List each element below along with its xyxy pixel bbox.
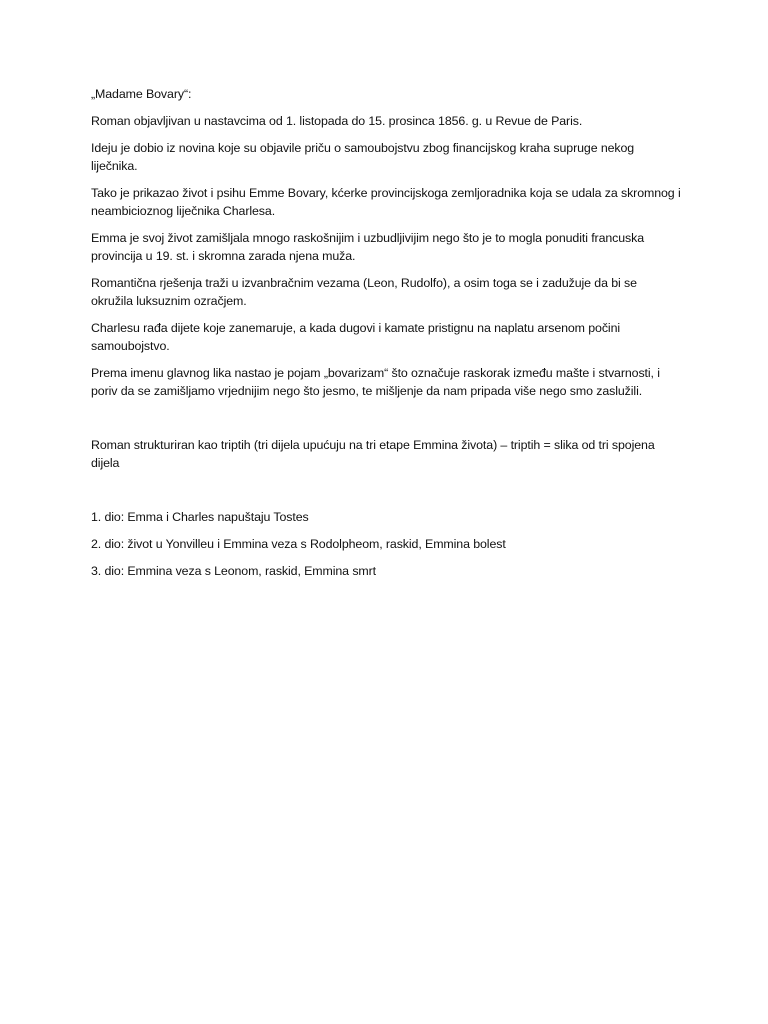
paragraph-imagination: Emma je svoj život zamišljala mnogo raskošnijim i uzbudljivijim nego što je to mogla ponuditi francuska provincija u 19. st. i skromna zarada njena muža. xyxy=(91,231,645,263)
paragraph-romance: Romantična rješenja traži u izvanbračnim vezama (Leon, Rudolfo), a osim toga se i zadužuje da bi se okružila luksuznim ozračjem. xyxy=(91,276,637,308)
document-page xyxy=(91,85,681,589)
list-item: 2. dio: život u Yonvilleu i Emmina veza s Rodolpheom, raskid, Emmina bolest xyxy=(91,537,506,551)
paragraph-emma-bovary: Tako je prikazao život i psihu Emme Bovary, kćerke provincijskoga zemljoradnika koja se udala za skromnog i neambicioznog liječnika Charlesa. xyxy=(91,186,681,218)
list-item: 1. dio: Emma i Charles napuštaju Tostes xyxy=(91,510,309,524)
paragraph-bovarism: Prema imenu glavnog lika nastao je pojam „bovarizam“ što označuje raskorak između mašte i stvarnosti, i poriv da se zamišljamo vrjednijim nego što jesmo, te mišljenje da nam pripada više nego smo zaslužili. xyxy=(91,366,660,398)
parts-list xyxy=(91,508,681,580)
paragraph-triptych: Roman strukturiran kao triptih (tri dijela upućuju na tri etape Emmina života) – triptih = slika od tri spojena dijela xyxy=(91,438,655,470)
paragraph-suicide: Charlesu rađa dijete koje zanemaruje, a kada dugovi i kamate pristignu na naplatu arsenom počini samoubojstvo. xyxy=(91,321,621,353)
paragraph-publication: Roman objavljivan u nastavcima od 1. listopada do 15. prosinca 1856. g. u Revue de Paris. xyxy=(91,114,583,128)
list-item: 3. dio: Emmina veza s Leonom, raskid, Emmina smrt xyxy=(91,564,377,578)
document-title: „Madame Bovary“: xyxy=(91,87,192,101)
paragraph-idea: Ideju je dobio iz novina koje su objavile priču o samoubojstvu zbog financijskog kraha supruge nekog liječnika. xyxy=(91,141,635,173)
